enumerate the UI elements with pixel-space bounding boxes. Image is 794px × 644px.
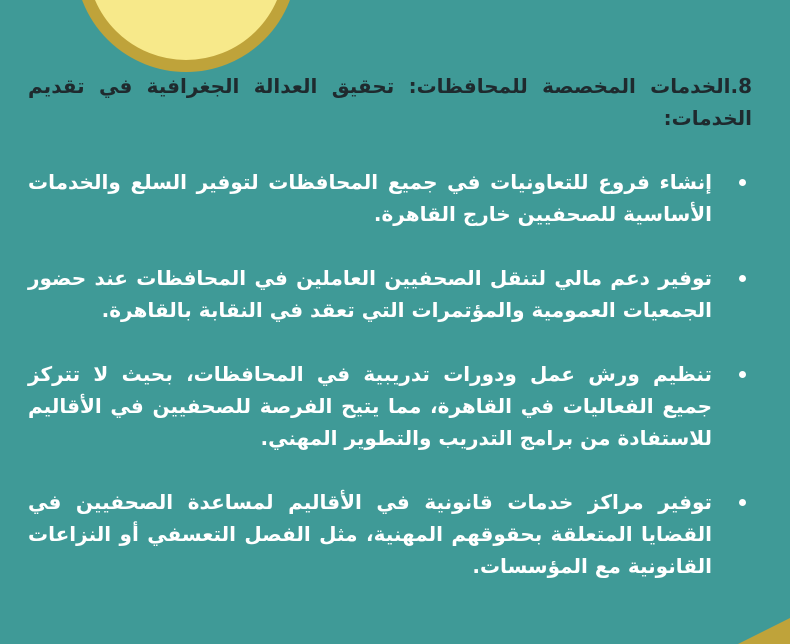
- main-content: [28, 70, 752, 614]
- corner-decoration: [738, 618, 790, 644]
- list-item: إنشاء فروع للتعاونيات في جميع المحافظات لتوفير السلع والخدمات الأساسية للصحفيين خارج القاهرة.: [28, 166, 752, 230]
- right-edge-strip: [790, 0, 794, 644]
- list-item: تنظيم ورش عمل ودورات تدريبية في المحافظات، بحيث لا تتركز جميع الفعاليات في القاهرة، مما يتيح الفرصة للصحفيين في الأقاليم للاستفادة من برامج التدريب والتطوير المهني.: [28, 358, 752, 454]
- bullet-list: [28, 166, 752, 582]
- list-item: توفير مراكز خدمات قانونية في الأقاليم لمساعدة الصحفيين في القضايا المتعلقة بحقوقهم المهنية، مثل الفصل التعسفي أو النزاعات القانونية مع المؤسسات.: [28, 486, 752, 582]
- decorative-circle: [75, 0, 297, 72]
- section-heading: 8.الخدمات المخصصة للمحافظات: تحقيق العدالة الجغرافية في تقديم الخدمات:: [28, 74, 752, 130]
- list-item: توفير دعم مالي لتنقل الصحفيين العاملين في المحافظات عند حضور الجمعيات العمومية والمؤتمرات التي تعقد في النقابة بالقاهرة.: [28, 262, 752, 326]
